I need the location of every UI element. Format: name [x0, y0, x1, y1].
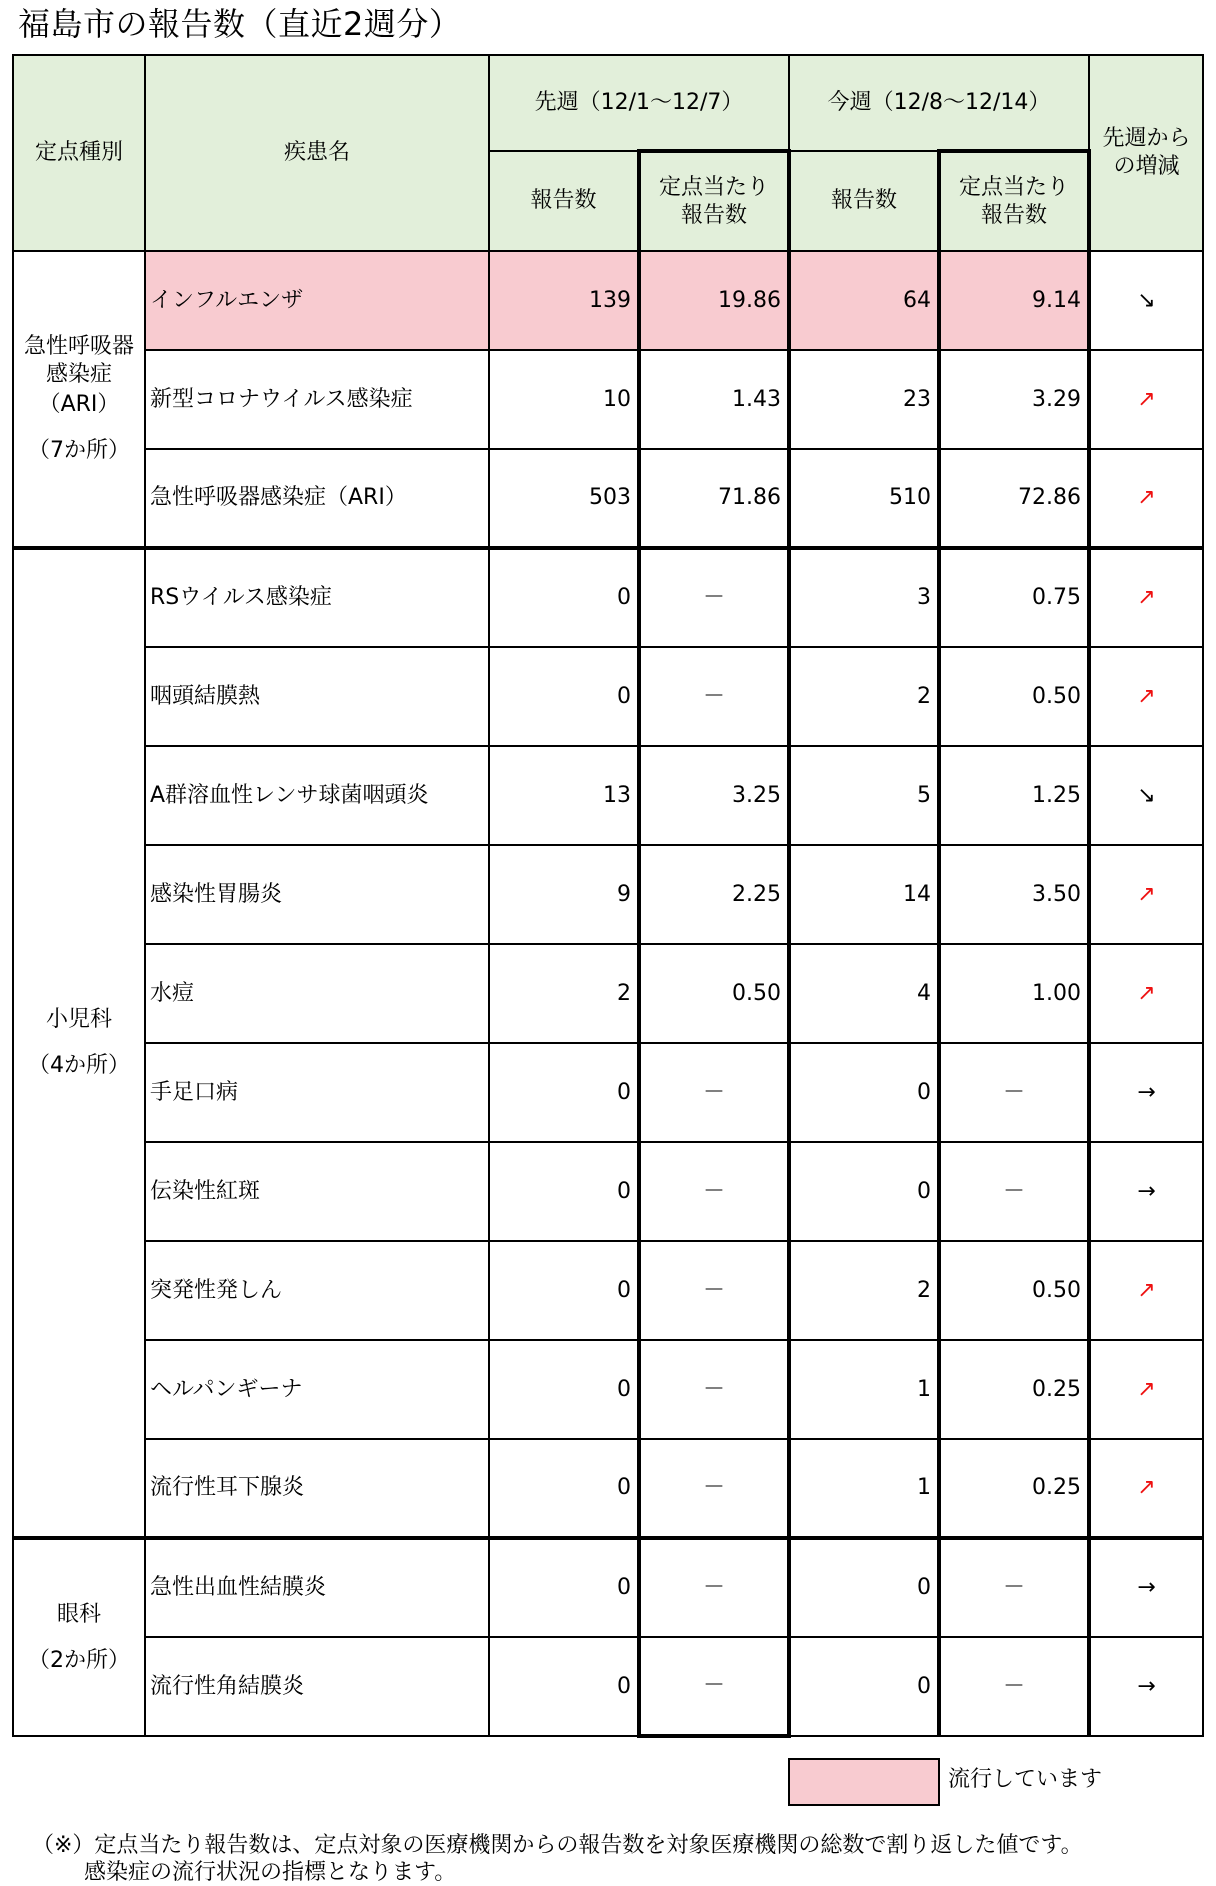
disease-name: A群溶血性レンサ球菌咽頭炎 [145, 746, 489, 845]
trend-up-arrow-icon: ↗ [1137, 386, 1156, 412]
this-week-per-site: － [939, 1538, 1089, 1637]
this-week-per-site: 0.25 [939, 1340, 1089, 1439]
category-label: （ARI） [38, 392, 120, 417]
last-week-per-site: 3.25 [639, 746, 789, 845]
trend-cell [1089, 944, 1203, 1043]
disease-name: 急性呼吸器感染症（ARI） [145, 449, 489, 548]
last-week-reports: 0 [489, 1637, 639, 1736]
last-week-reports: 503 [489, 449, 639, 548]
header-last-week: 先週（12/1～12/7） [489, 55, 789, 151]
last-week-per-site: － [639, 647, 789, 746]
report-table [12, 54, 1204, 1738]
trend-cell [1089, 1043, 1203, 1142]
this-week-per-site: 0.75 [939, 548, 1089, 647]
trend-flat-arrow-icon: → [1137, 1673, 1156, 1699]
this-week-reports: 1 [789, 1340, 939, 1439]
this-week-per-site: － [939, 1637, 1089, 1736]
trend-cell [1089, 1241, 1203, 1340]
last-week-reports: 0 [489, 1439, 639, 1538]
table-row [13, 1637, 1203, 1736]
this-week-reports: 0 [789, 1043, 939, 1142]
category-eye [13, 1538, 145, 1736]
page-title: 福島市の報告数（直近2週分） [18, 5, 462, 43]
trend-cell [1089, 1637, 1203, 1736]
header-disease: 疾患名 [145, 55, 489, 251]
this-week-reports: 2 [789, 647, 939, 746]
this-week-reports: 1 [789, 1439, 939, 1538]
this-week-per-site: 72.86 [939, 449, 1089, 548]
this-week-per-site: 0.50 [939, 647, 1089, 746]
this-week-per-site: 9.14 [939, 251, 1089, 350]
trend-cell [1089, 845, 1203, 944]
table-row [13, 251, 1203, 350]
last-week-per-site: － [639, 1340, 789, 1439]
trend-cell [1089, 1439, 1203, 1538]
trend-up-arrow-icon: ↗ [1137, 485, 1156, 510]
this-week-reports: 3 [789, 548, 939, 647]
trend-up-arrow-icon: ↗ [1137, 683, 1156, 709]
trend-cell [1089, 548, 1203, 647]
last-week-per-site: － [639, 1637, 789, 1736]
last-week-reports: 0 [489, 1043, 639, 1142]
this-week-reports: 510 [789, 449, 939, 548]
disease-name: 咽頭結膜熱 [145, 647, 489, 746]
disease-name: 手足口病 [145, 1043, 489, 1142]
last-week-reports: 0 [489, 1142, 639, 1241]
last-week-reports: 0 [489, 1241, 639, 1340]
header-lw-per-site: 定点当たり報告数 [639, 151, 789, 251]
trend-cell [1089, 251, 1203, 350]
this-week-reports: 0 [789, 1538, 939, 1637]
trend-cell [1089, 746, 1203, 845]
disease-name: インフルエンザ [145, 251, 489, 350]
last-week-reports: 0 [489, 1340, 639, 1439]
disease-name: ヘルパンギーナ [145, 1340, 489, 1439]
disease-name: 伝染性紅斑 [145, 1142, 489, 1241]
this-week-per-site: － [939, 1043, 1089, 1142]
trend-cell [1089, 1142, 1203, 1241]
category-ari [13, 251, 145, 548]
this-week-per-site: 1.00 [939, 944, 1089, 1043]
last-week-per-site: － [639, 1043, 789, 1142]
footnote-line2: 感染症の流行状況の指標となります。 [84, 1860, 457, 1885]
this-week-per-site: 1.25 [939, 746, 1089, 845]
this-week-per-site: 3.50 [939, 845, 1089, 944]
this-week-reports: 64 [789, 251, 939, 350]
last-week-per-site: 2.25 [639, 845, 789, 944]
disease-name: 水痘 [145, 944, 489, 1043]
last-week-reports: 13 [489, 746, 639, 845]
this-week-reports: 14 [789, 845, 939, 944]
last-week-reports: 0 [489, 1538, 639, 1637]
footnote [32, 1832, 1083, 1886]
trend-cell [1089, 350, 1203, 449]
category-ped [13, 548, 145, 1538]
this-week-per-site: 0.25 [939, 1439, 1089, 1538]
trend-up-arrow-icon: ↗ [1137, 881, 1156, 907]
last-week-per-site: 0.50 [639, 944, 789, 1043]
table-row [13, 548, 1203, 647]
table-row [13, 944, 1203, 1043]
this-week-per-site: － [939, 1142, 1089, 1241]
last-week-per-site: 71.86 [639, 449, 789, 548]
trend-down-arrow-icon: ↘ [1137, 287, 1156, 313]
last-week-reports: 2 [489, 944, 639, 1043]
table-row [13, 1439, 1203, 1538]
trend-cell [1089, 1538, 1203, 1637]
this-week-reports: 0 [789, 1142, 939, 1241]
table-row [13, 845, 1203, 944]
last-week-reports: 139 [489, 251, 639, 350]
last-week-per-site: － [639, 1142, 789, 1241]
disease-name: 新型コロナウイルス感染症 [145, 350, 489, 449]
last-week-reports: 0 [489, 548, 639, 647]
category-label: （7か所） [28, 438, 130, 463]
header-change: 先週からの増減 [1089, 55, 1203, 251]
last-week-per-site: 19.86 [639, 251, 789, 350]
this-week-reports: 23 [789, 350, 939, 449]
this-week-reports: 0 [789, 1637, 939, 1736]
header-lw-reports: 報告数 [489, 151, 639, 251]
header-tw-per-site: 定点当たり報告数 [939, 151, 1089, 251]
last-week-per-site: 1.43 [639, 350, 789, 449]
trend-cell [1089, 449, 1203, 548]
last-week-per-site: － [639, 1241, 789, 1340]
table-row [13, 1142, 1203, 1241]
table-row [13, 350, 1203, 449]
legend-swatch [788, 1758, 940, 1806]
last-week-per-site: － [639, 548, 789, 647]
trend-up-arrow-icon: ↗ [1137, 585, 1156, 610]
last-week-per-site: － [639, 1439, 789, 1538]
table-row [13, 1538, 1203, 1637]
legend-label: 流行しています [948, 1767, 1103, 1792]
table-row [13, 746, 1203, 845]
trend-down-arrow-icon: ↘ [1137, 782, 1156, 808]
disease-name: 突発性発しん [145, 1241, 489, 1340]
header-tw-reports: 報告数 [789, 151, 939, 251]
table-row [13, 449, 1203, 548]
this-week-per-site: 0.50 [939, 1241, 1089, 1340]
disease-name: 流行性角結膜炎 [145, 1637, 489, 1736]
disease-name: 急性出血性結膜炎 [145, 1538, 489, 1637]
this-week-per-site: 3.29 [939, 350, 1089, 449]
trend-flat-arrow-icon: → [1137, 1079, 1156, 1105]
category-label: （2か所） [28, 1647, 130, 1673]
table-row [13, 1340, 1203, 1439]
category-label: 眼科 [56, 1601, 101, 1627]
disease-name: 感染性胃腸炎 [145, 845, 489, 944]
category-label: （4か所） [28, 1053, 130, 1078]
this-week-reports: 2 [789, 1241, 939, 1340]
last-week-reports: 0 [489, 647, 639, 746]
trend-up-arrow-icon: ↗ [1137, 1277, 1156, 1303]
trend-cell [1089, 1340, 1203, 1439]
disease-name: RSウイルス感染症 [145, 548, 489, 647]
category-label: 小児科 [45, 1007, 112, 1032]
trend-cell [1089, 647, 1203, 746]
table-row [13, 1043, 1203, 1142]
footnote-line1: （※）定点当たり報告数は、定点対象の医療機関からの報告数を対象医療機関の総数で割り返した値です。 [32, 1833, 1083, 1858]
header-this-week: 今週（12/8～12/14） [789, 55, 1089, 151]
this-week-reports: 5 [789, 746, 939, 845]
this-week-reports: 4 [789, 944, 939, 1043]
last-week-per-site: － [639, 1538, 789, 1637]
last-week-reports: 9 [489, 845, 639, 944]
trend-up-arrow-icon: ↗ [1137, 1475, 1156, 1500]
trend-up-arrow-icon: ↗ [1137, 1376, 1156, 1402]
trend-flat-arrow-icon: → [1137, 1575, 1156, 1600]
category-label: 急性呼吸器感染症 [23, 334, 134, 387]
trend-up-arrow-icon: ↗ [1137, 980, 1156, 1006]
table-row [13, 647, 1203, 746]
trend-flat-arrow-icon: → [1137, 1178, 1156, 1204]
last-week-reports: 10 [489, 350, 639, 449]
header-category: 定点種別 [13, 55, 145, 251]
table-row [13, 1241, 1203, 1340]
disease-name: 流行性耳下腺炎 [145, 1439, 489, 1538]
